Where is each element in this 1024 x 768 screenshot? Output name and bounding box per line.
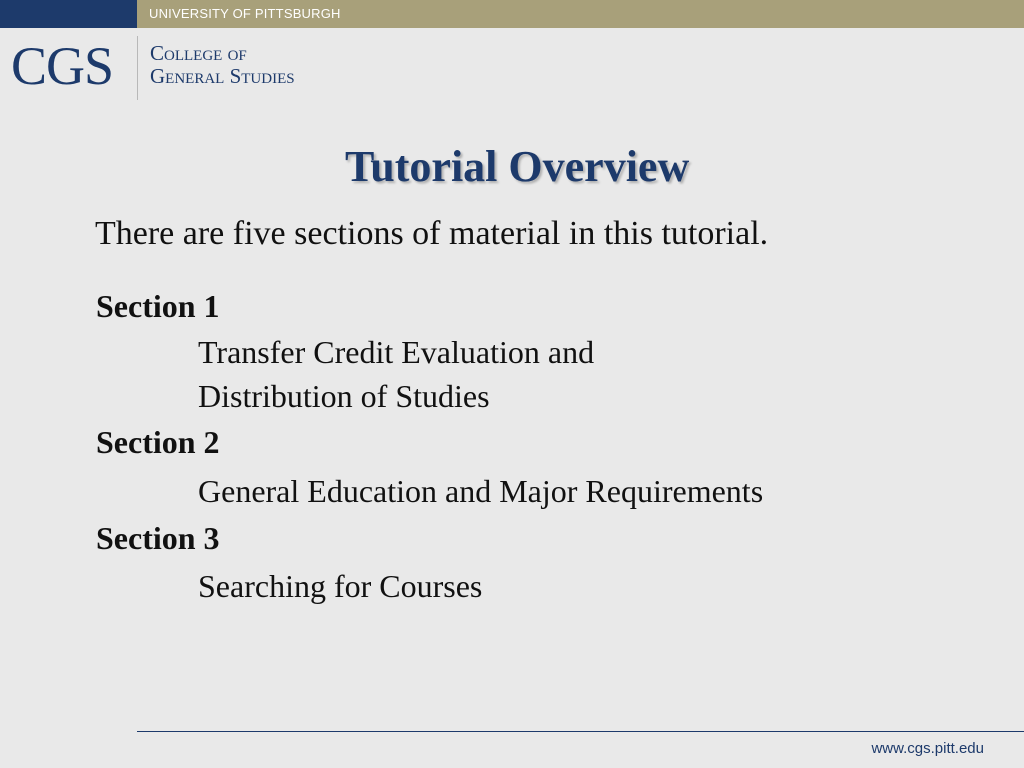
logo-college-line2: General Studies (150, 64, 295, 88)
slide-title: Tutorial Overview (345, 142, 690, 191)
section-2-heading: Section 2 (96, 424, 220, 460)
footer-divider (137, 731, 1024, 732)
logo-college-line1: College of (150, 41, 247, 65)
university-name: UNIVERSITY OF PITTSBURGH (149, 6, 341, 21)
section-3-item-1: Searching for Courses (198, 568, 483, 604)
section-1-heading: Section 1 (96, 288, 220, 324)
intro-text: There are five sections of material in this tutorial. (95, 215, 769, 252)
section-1-item-2: Distribution of Studies (198, 378, 490, 414)
cgs-logo: CGS (11, 36, 114, 96)
section-1-item-1: Transfer Credit Evaluation and (198, 334, 595, 370)
logo-divider (137, 36, 138, 100)
section-3-heading: Section 3 (96, 520, 220, 556)
footer-url[interactable]: www.cgs.pitt.edu (871, 740, 984, 757)
top-banner-accent (0, 0, 137, 28)
section-2-item-1: General Education and Major Requirements (198, 473, 764, 509)
